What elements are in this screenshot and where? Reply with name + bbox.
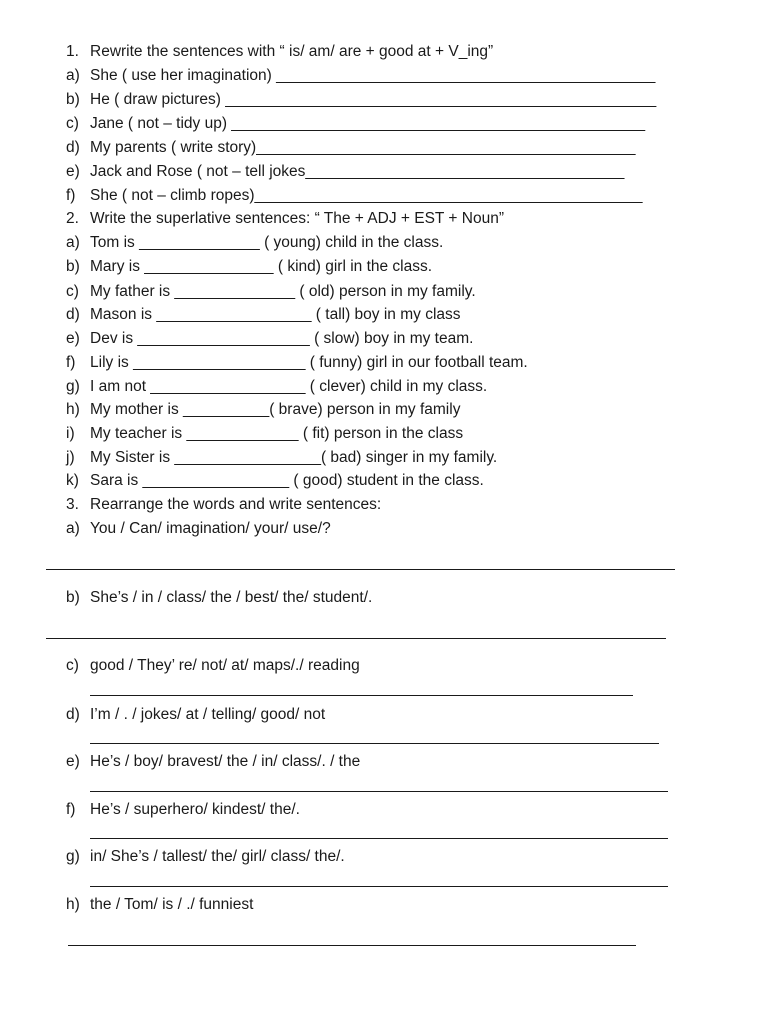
- item-text: Lily is ____________________ ( funny) girl in our football team.: [90, 354, 528, 371]
- item-text: I’m / . / jokes/ at / telling/ good/ not: [90, 706, 326, 723]
- item-text: My teacher is _____________ ( fit) person in the class: [90, 425, 464, 442]
- item-marker: d): [66, 706, 80, 723]
- section-number: 2.: [66, 210, 79, 227]
- section-title: Rearrange the words and write sentences:: [90, 496, 382, 513]
- item-text: He’s / boy/ bravest/ the / in/ class/. / the: [90, 753, 361, 770]
- list-item: [0, 704, 768, 726]
- item-marker: f): [66, 354, 76, 371]
- list-item: [0, 587, 768, 609]
- list-item: [0, 256, 768, 278]
- answer-line[interactable]: [46, 569, 675, 570]
- item-text: good / They’ re/ not/ at/ maps/./ reading: [90, 657, 360, 674]
- item-marker: c): [66, 283, 79, 300]
- section-number: 1.: [66, 43, 79, 60]
- section-3-heading: [0, 494, 768, 516]
- list-item: [0, 376, 768, 398]
- item-marker: i): [66, 425, 75, 442]
- item-marker: d): [66, 306, 80, 323]
- list-item: [0, 161, 768, 183]
- item-text: in/ She’s / tallest/ the/ girl/ class/ the/.: [90, 848, 345, 865]
- answer-line[interactable]: [90, 791, 668, 792]
- item-marker: j): [66, 449, 75, 466]
- item-marker: b): [66, 258, 80, 275]
- item-text: My parents ( write story)____________________________________________: [90, 139, 636, 156]
- item-marker: e): [66, 330, 80, 347]
- section-title: Rewrite the sentences with “ is/ am/ are + good at + V_ing”: [90, 43, 494, 60]
- list-item: [0, 352, 768, 374]
- list-item: [0, 655, 768, 677]
- list-item: [0, 799, 768, 821]
- item-marker: g): [66, 378, 80, 395]
- item-text: Mason is __________________ ( tall) boy in my class: [90, 306, 461, 323]
- section-number: 3.: [66, 496, 79, 513]
- list-item: [0, 137, 768, 159]
- item-marker: d): [66, 139, 80, 156]
- item-marker: b): [66, 91, 80, 108]
- list-item: [0, 113, 768, 135]
- list-item: [0, 65, 768, 87]
- section-1-heading: [0, 41, 768, 63]
- item-marker: c): [66, 115, 79, 132]
- list-item: [0, 447, 768, 469]
- list-item: [0, 232, 768, 254]
- section-2-heading: [0, 208, 768, 230]
- item-text: She ( use her imagination) ____________________________________________: [90, 67, 656, 84]
- item-text: She’s / in / class/ the / best/ the/ student/.: [90, 589, 373, 606]
- answer-line[interactable]: [90, 695, 633, 696]
- item-marker: h): [66, 401, 80, 418]
- item-marker: f): [66, 801, 76, 818]
- list-item: [0, 399, 768, 421]
- item-text: My Sister is _________________( bad) singer in my family.: [90, 449, 498, 466]
- item-marker: e): [66, 753, 80, 770]
- list-item: [0, 894, 768, 916]
- list-item: [0, 304, 768, 326]
- list-item: [0, 518, 768, 540]
- item-text: I am not __________________ ( clever) child in my class.: [90, 378, 488, 395]
- item-marker: b): [66, 589, 80, 606]
- item-text: Dev is ____________________ ( slow) boy in my team.: [90, 330, 474, 347]
- item-text: Tom is ______________ ( young) child in the class.: [90, 234, 444, 251]
- item-text: Sara is _________________ ( good) student in the class.: [90, 472, 484, 489]
- item-marker: e): [66, 163, 80, 180]
- list-item: [0, 89, 768, 111]
- answer-line[interactable]: [46, 638, 666, 639]
- list-item: [0, 846, 768, 868]
- item-text: Jane ( not – tidy up) ________________________________________________: [90, 115, 646, 132]
- item-marker: c): [66, 657, 79, 674]
- list-item: [0, 423, 768, 445]
- list-item: [0, 751, 768, 773]
- item-text: He ( draw pictures) __________________________________________________: [90, 91, 657, 108]
- item-text: She ( not – climb ropes)_____________________________________________: [90, 187, 643, 204]
- item-marker: g): [66, 848, 80, 865]
- item-text: Mary is _______________ ( kind) girl in the class.: [90, 258, 433, 275]
- section-title: Write the superlative sentences: “ The + ADJ + EST + Noun”: [90, 210, 504, 227]
- list-item: [0, 470, 768, 492]
- item-text: the / Tom/ is / ./ funniest: [90, 896, 254, 913]
- item-text: You / Can/ imagination/ your/ use/?: [90, 520, 331, 537]
- list-item: [0, 328, 768, 350]
- item-marker: a): [66, 520, 80, 537]
- answer-line[interactable]: [90, 886, 668, 887]
- item-marker: k): [66, 472, 79, 489]
- answer-line[interactable]: [90, 838, 668, 839]
- item-marker: h): [66, 896, 80, 913]
- answer-line[interactable]: [90, 743, 659, 744]
- list-item: [0, 185, 768, 207]
- answer-line[interactable]: [68, 945, 636, 946]
- item-text: Jack and Rose ( not – tell jokes_____________________________________: [90, 163, 625, 180]
- item-text: He’s / superhero/ kindest/ the/.: [90, 801, 300, 818]
- item-text: My father is ______________ ( old) person in my family.: [90, 283, 476, 300]
- item-marker: a): [66, 234, 80, 251]
- item-text: My mother is __________( brave) person in my family: [90, 401, 461, 418]
- item-marker: f): [66, 187, 76, 204]
- item-marker: a): [66, 67, 80, 84]
- list-item: [0, 281, 768, 303]
